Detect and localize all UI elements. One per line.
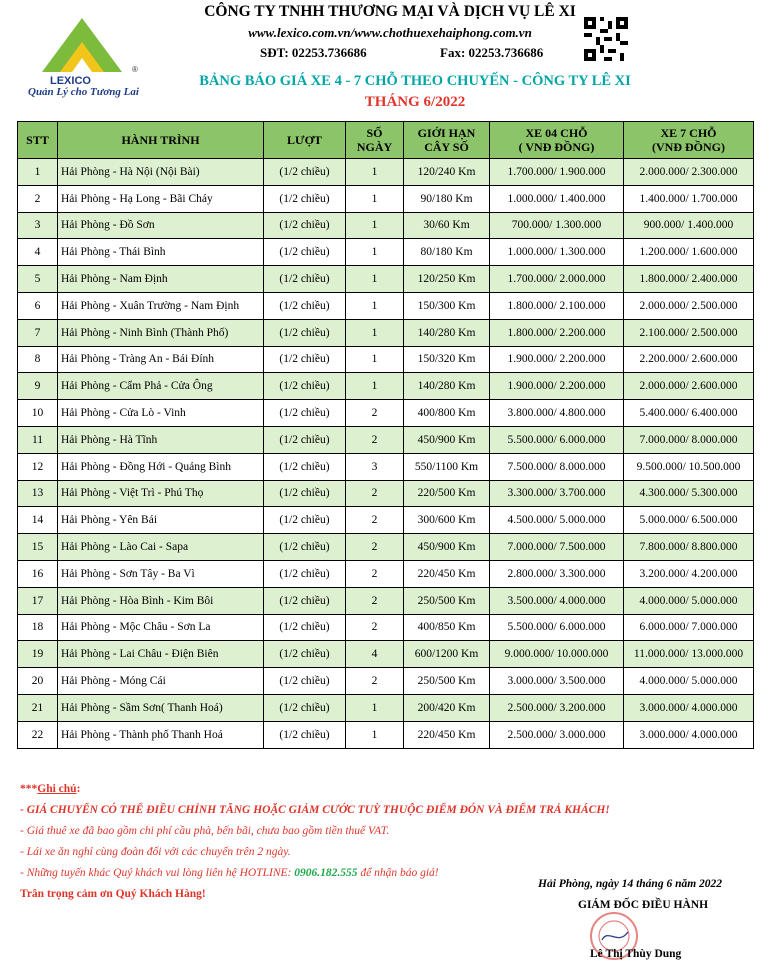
cell-days: 1 [346,721,404,748]
company-phone: SĐT: 02253.736686 [260,45,367,60]
cell-days: 1 [346,159,404,186]
cell-stt: 6 [18,292,58,319]
cell-route: Hải Phòng - Thành phố Thanh Hoá [58,721,264,748]
company-fax: Fax: 02253.736686 [440,45,544,60]
cell-limit: 220/500 Km [404,480,490,507]
table-row [18,480,754,507]
cell-route: Hải Phòng - Yên Bái [58,507,264,534]
cell-trip: (1/2 chiều) [264,694,346,721]
cell-days: 4 [346,641,404,668]
cell-stt: 12 [18,453,58,480]
cell-stt: 5 [18,266,58,293]
company-name: CÔNG TY TNHH THƯƠNG MẠI VÀ DỊCH VỤ LÊ XI [204,3,576,20]
table-row [18,373,754,400]
notes-section [20,779,610,905]
cell-stt: 1 [18,159,58,186]
cell-trip: (1/2 chiều) [264,373,346,400]
cell-stt: 22 [18,721,58,748]
cell-stt: 19 [18,641,58,668]
table-row [18,239,754,266]
cell-trip: (1/2 chiều) [264,159,346,186]
cell-trip: (1/2 chiều) [264,185,346,212]
cell-route: Hải Phòng - Đồng Hới - Quảng Bình [58,453,264,480]
cell-limit: 250/500 Km [404,587,490,614]
table-row [18,587,754,614]
cell-stt: 9 [18,373,58,400]
cell-limit: 90/180 Km [404,185,490,212]
cell-limit: 400/800 Km [404,400,490,427]
cell-route: Hải Phòng - Lai Châu - Điện Biên [58,641,264,668]
cell-car4-price: 1.900.000/ 2.200.000 [490,373,624,400]
cell-limit: 120/250 Km [404,266,490,293]
cell-car7-price: 2.200.000/ 2.600.000 [624,346,754,373]
cell-days: 2 [346,587,404,614]
table-row [18,534,754,561]
price-table [17,121,754,749]
cell-days: 2 [346,614,404,641]
cell-trip: (1/2 chiều) [264,614,346,641]
cell-trip: (1/2 chiều) [264,292,346,319]
cell-stt: 15 [18,534,58,561]
signer-title: GIÁM ĐỐC ĐIỀU HÀNH [578,899,709,911]
note-line: - Lái xe ăn nghỉ cùng đoàn đối với các chuyến trên 2 ngày. [20,846,291,858]
cell-car4-price: 4.500.000/ 5.000.000 [490,507,624,534]
cell-car7-price: 3.000.000/ 4.000.000 [624,721,754,748]
note-line: - GIÁ CHUYẾN CÓ THỂ ĐIỀU CHỈNH TĂNG HOẶC GIẢM CƯỚC TUỲ THUỘC ĐIỂM ĐÓN VÀ ĐIỂM TRẢ KHÁCH! [20,804,610,816]
cell-car4-price: 2.500.000/ 3.200.000 [490,694,624,721]
cell-limit: 450/900 Km [404,534,490,561]
cell-car4-price: 9.000.000/ 10.000.000 [490,641,624,668]
cell-car4-price: 2.500.000/ 3.000.000 [490,721,624,748]
cell-car7-price: 5.400.000/ 6.400.000 [624,400,754,427]
cell-route: Hải Phòng - Hạ Long - Bãi Cháy [58,185,264,212]
cell-days: 2 [346,560,404,587]
cell-trip: (1/2 chiều) [264,239,346,266]
cell-stt: 20 [18,668,58,695]
cell-days: 1 [346,373,404,400]
table-row [18,159,754,186]
cell-route: Hải Phòng - Thái Bình [58,239,264,266]
col-header-route: HÀNH TRÌNH [58,122,264,159]
cell-limit: 140/280 Km [404,319,490,346]
cell-days: 2 [346,480,404,507]
cell-trip: (1/2 chiều) [264,668,346,695]
cell-trip: (1/2 chiều) [264,721,346,748]
table-row [18,266,754,293]
company-websites[interactable]: www.lexico.com.vn/www.chothuexehaiphong.com.vn [248,25,532,40]
cell-limit: 150/320 Km [404,346,490,373]
cell-days: 2 [346,534,404,561]
cell-limit: 80/180 Km [404,239,490,266]
col-header-car7: XE 7 CHỖ (VNĐ ĐỒNG) [624,122,754,159]
cell-route: Hải Phòng - Cửa Lò - Vinh [58,400,264,427]
cell-trip: (1/2 chiều) [264,480,346,507]
cell-car4-price: 1.800.000/ 2.100.000 [490,292,624,319]
cell-stt: 2 [18,185,58,212]
cell-trip: (1/2 chiều) [264,400,346,427]
col-header-trip: LƯỢT [264,122,346,159]
table-row [18,400,754,427]
cell-days: 1 [346,185,404,212]
cell-limit: 150/300 Km [404,292,490,319]
cell-days: 1 [346,319,404,346]
cell-car4-price: 1.800.000/ 2.200.000 [490,319,624,346]
cell-car4-price: 3.300.000/ 3.700.000 [490,480,624,507]
cell-trip: (1/2 chiều) [264,266,346,293]
cell-trip: (1/2 chiều) [264,507,346,534]
cell-car4-price: 1.000.000/ 1.300.000 [490,239,624,266]
cell-trip: (1/2 chiều) [264,560,346,587]
col-header-stt: STT [18,122,58,159]
cell-days: 2 [346,507,404,534]
cell-car7-price: 5.000.000/ 6.500.000 [624,507,754,534]
cell-car4-price: 3.800.000/ 4.800.000 [490,400,624,427]
cell-trip: (1/2 chiều) [264,426,346,453]
note-line: - Giá thuê xe đã bao gồm chi phí cầu phà, bến bãi, chưa bao gồm tiền thuế VAT. [20,825,390,837]
cell-stt: 3 [18,212,58,239]
cell-limit: 220/450 Km [404,721,490,748]
cell-stt: 10 [18,400,58,427]
table-header-row [18,122,754,159]
table-row [18,721,754,748]
cell-car7-price: 7.800.000/ 8.800.000 [624,534,754,561]
cell-trip: (1/2 chiều) [264,453,346,480]
cell-trip: (1/2 chiều) [264,641,346,668]
col-header-limit: GIỚI HẠN CÂY SỐ [404,122,490,159]
cell-limit: 450/900 Km [404,426,490,453]
cell-route: Hải Phòng - Ninh Bình (Thành Phố) [58,319,264,346]
table-row [18,212,754,239]
cell-limit: 30/60 Km [404,212,490,239]
table-row [18,694,754,721]
cell-car7-price: 2.000.000/ 2.300.000 [624,159,754,186]
hotline-number[interactable]: 0906.182.555 [294,867,358,879]
cell-route: Hải Phòng - Tràng An - Bái Đính [58,346,264,373]
cell-route: Hải Phòng - Móng Cái [58,668,264,695]
qr-code-icon [584,17,628,61]
cell-stt: 17 [18,587,58,614]
quote-month: THÁNG 6/2022 [364,94,466,110]
cell-car7-price: 2.100.000/ 2.500.000 [624,319,754,346]
cell-limit: 120/240 Km [404,159,490,186]
cell-days: 2 [346,400,404,427]
cell-car7-price: 2.000.000/ 2.600.000 [624,373,754,400]
cell-route: Hải Phòng - Xuân Trường - Nam Định [58,292,264,319]
note-line-hotline: - Những tuyến khác Quý khách vui lòng liên hệ HOTLINE: 0906.182.555 để nhận báo giá! [20,867,439,879]
company-slogan: Quản Lý cho Tương Lai [28,86,139,98]
cell-stt: 4 [18,239,58,266]
notes-heading: ***Ghi chú: [20,783,81,795]
cell-car4-price: 700.000/ 1.300.000 [490,212,624,239]
cell-car7-price: 3.000.000/ 4.000.000 [624,694,754,721]
cell-days: 2 [346,668,404,695]
cell-car7-price: 4.000.000/ 5.000.000 [624,587,754,614]
col-header-car4: XE 04 CHỖ ( VNĐ ĐỒNG) [490,122,624,159]
cell-car4-price: 7.500.000/ 8.000.000 [490,453,624,480]
table-row [18,507,754,534]
table-row [18,614,754,641]
cell-limit: 600/1200 Km [404,641,490,668]
cell-car7-price: 9.500.000/ 10.500.000 [624,453,754,480]
table-row [18,346,754,373]
cell-route: Hải Phòng - Đồ Sơn [58,212,264,239]
cell-route: Hải Phòng - Sầm Sơn( Thanh Hoá) [58,694,264,721]
signer-name: Lê Thị Thùy Dung [590,948,682,960]
cell-trip: (1/2 chiều) [264,587,346,614]
svg-text:LEXICO: LEXICO [50,75,91,87]
quote-title: BẢNG BÁO GIÁ XE 4 - 7 CHỖ THEO CHUYẾN - CÔNG TY LÊ XI [199,73,631,89]
cell-stt: 21 [18,694,58,721]
cell-car7-price: 2.000.000/ 2.500.000 [624,292,754,319]
cell-limit: 220/450 Km [404,560,490,587]
cell-car4-price: 7.000.000/ 7.500.000 [490,534,624,561]
cell-route: Hải Phòng - Nam Định [58,266,264,293]
table-row [18,668,754,695]
cell-car4-price: 1.900.000/ 2.200.000 [490,346,624,373]
cell-car7-price: 900.000/ 1.400.000 [624,212,754,239]
table-row [18,641,754,668]
cell-route: Hải Phòng - Sơn Tây - Ba Vì [58,560,264,587]
cell-car4-price: 1.700.000/ 2.000.000 [490,266,624,293]
cell-stt: 7 [18,319,58,346]
cell-limit: 250/500 Km [404,668,490,695]
cell-car7-price: 1.800.000/ 2.400.000 [624,266,754,293]
thanks-line: Trân trọng cảm ơn Quý Khách Hàng! [20,888,206,900]
table-row [18,185,754,212]
cell-car7-price: 4.300.000/ 5.300.000 [624,480,754,507]
cell-stt: 14 [18,507,58,534]
col-header-days: SỐ NGÀY [346,122,404,159]
cell-limit: 200/420 Km [404,694,490,721]
cell-route: Hải Phòng - Cẩm Phả - Cửa Ông [58,373,264,400]
cell-days: 1 [346,346,404,373]
cell-stt: 16 [18,560,58,587]
cell-route: Hải Phòng - Hà Tĩnh [58,426,264,453]
cell-days: 1 [346,694,404,721]
svg-text:®: ® [132,65,138,74]
cell-days: 3 [346,453,404,480]
cell-car7-price: 7.000.000/ 8.000.000 [624,426,754,453]
cell-limit: 140/280 Km [404,373,490,400]
cell-trip: (1/2 chiều) [264,534,346,561]
cell-car4-price: 5.500.000/ 6.000.000 [490,614,624,641]
cell-car7-price: 3.200.000/ 4.200.000 [624,560,754,587]
cell-car4-price: 1.000.000/ 1.400.000 [490,185,624,212]
cell-car4-price: 5.500.000/ 6.000.000 [490,426,624,453]
cell-car4-price: 1.700.000/ 1.900.000 [490,159,624,186]
cell-days: 1 [346,266,404,293]
place-date: Hải Phòng, ngày 14 tháng 6 năm 2022 [538,878,723,890]
cell-car7-price: 6.000.000/ 7.000.000 [624,614,754,641]
table-row [18,453,754,480]
cell-stt: 8 [18,346,58,373]
cell-stt: 13 [18,480,58,507]
table-row [18,560,754,587]
table-row [18,426,754,453]
cell-trip: (1/2 chiều) [264,212,346,239]
cell-limit: 300/600 Km [404,507,490,534]
cell-car7-price: 1.400.000/ 1.700.000 [624,185,754,212]
table-row [18,292,754,319]
cell-route: Hải Phòng - Việt Trì - Phú Thọ [58,480,264,507]
cell-route: Hải Phòng - Lào Cai - Sapa [58,534,264,561]
cell-car4-price: 3.000.000/ 3.500.000 [490,668,624,695]
cell-days: 1 [346,292,404,319]
cell-route: Hải Phòng - Mộc Châu - Sơn La [58,614,264,641]
cell-trip: (1/2 chiều) [264,346,346,373]
cell-days: 1 [346,239,404,266]
cell-car7-price: 11.000.000/ 13.000.000 [624,641,754,668]
cell-car4-price: 3.500.000/ 4.000.000 [490,587,624,614]
cell-car7-price: 4.000.000/ 5.000.000 [624,668,754,695]
table-row [18,319,754,346]
cell-route: Hải Phòng - Hòa Bình - Kim Bôi [58,587,264,614]
cell-stt: 18 [18,614,58,641]
cell-car4-price: 2.800.000/ 3.300.000 [490,560,624,587]
cell-limit: 550/1100 Km [404,453,490,480]
cell-car7-price: 1.200.000/ 1.600.000 [624,239,754,266]
cell-days: 2 [346,426,404,453]
cell-trip: (1/2 chiều) [264,319,346,346]
cell-route: Hải Phòng - Hà Nội (Nội Bài) [58,159,264,186]
cell-days: 1 [346,212,404,239]
cell-stt: 11 [18,426,58,453]
cell-limit: 400/850 Km [404,614,490,641]
